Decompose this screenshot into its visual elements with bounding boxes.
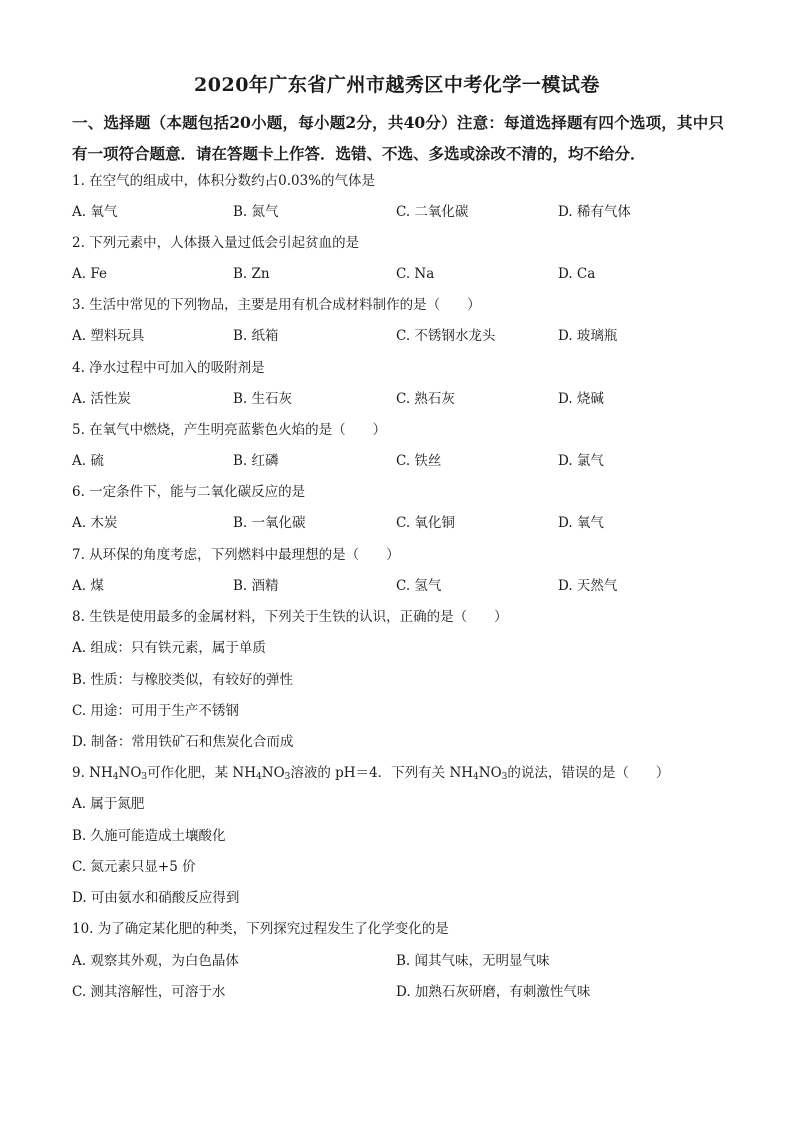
question-6: 6. 一定条件下，能与二氧化碳反应的是 xyxy=(72,484,306,500)
option-10c[interactable]: C. 测其溶解性，可溶于水 xyxy=(72,984,226,1000)
option-4a[interactable]: A. 活性炭 xyxy=(72,391,131,407)
option-1d[interactable]: D. 稀有气体 xyxy=(558,204,631,220)
question-10: 10. 为了确定某化肥的种类，下列探究过程发生了化学变化的是 xyxy=(72,921,449,937)
option-9a[interactable]: A. 属于氮肥 xyxy=(72,796,145,812)
option-8d[interactable]: D. 制备：常用铁矿石和焦炭化合而成 xyxy=(72,734,294,750)
question-7: 7. 从环保的角度考虑，下列燃料中最理想的是（ ） xyxy=(72,547,400,563)
question-4: 4. 净水过程中可加入的吸附剂是 xyxy=(72,360,265,376)
question-2: 2. 下列元素中，人体摄入量过低会引起贫血的是 xyxy=(72,235,360,251)
option-6b[interactable]: B. 一氧化碳 xyxy=(233,515,306,531)
option-9b[interactable]: B. 久施可能造成土壤酸化 xyxy=(72,828,226,844)
page-title: 2020年广东省广州市越秀区中考化学一模试卷 xyxy=(194,74,600,96)
option-2b[interactable]: B. Zn xyxy=(233,266,270,282)
option-8c[interactable]: C. 用途：可用于生产不锈钢 xyxy=(72,703,239,719)
option-3c[interactable]: C. 不锈钢水龙头 xyxy=(396,328,496,344)
option-1a[interactable]: A. 氧气 xyxy=(72,204,118,220)
option-4d[interactable]: D. 烧碱 xyxy=(558,391,604,407)
question-5: 5. 在氧气中燃烧，产生明亮蓝紫色火焰的是（ ） xyxy=(72,422,387,438)
option-1b[interactable]: B. 氮气 xyxy=(233,204,279,220)
option-5a[interactable]: A. 硫 xyxy=(72,453,104,469)
question-8: 8. 生铁是使用最多的金属材料，下列关于生铁的认识，正确的是（ ） xyxy=(72,609,508,625)
option-6c[interactable]: C. 氧化铜 xyxy=(396,515,455,531)
option-2d[interactable]: D. Ca xyxy=(558,266,596,282)
option-8a[interactable]: A. 组成：只有铁元素，属于单质 xyxy=(72,640,266,656)
option-8b[interactable]: B. 性质：与橡胶类似，有较好的弹性 xyxy=(72,672,294,688)
option-2a[interactable]: A. Fe xyxy=(72,266,107,282)
option-4b[interactable]: B. 生石灰 xyxy=(233,391,293,407)
option-7b[interactable]: B. 酒精 xyxy=(233,578,279,594)
option-5c[interactable]: C. 铁丝 xyxy=(396,453,442,469)
option-7d[interactable]: D. 天然气 xyxy=(558,578,618,594)
option-5b[interactable]: B. 红磷 xyxy=(233,453,279,469)
option-7a[interactable]: A. 煤 xyxy=(72,578,104,594)
option-3a[interactable]: A. 塑料玩具 xyxy=(72,328,145,344)
option-7c[interactable]: C. 氢气 xyxy=(396,578,442,594)
option-4c[interactable]: C. 熟石灰 xyxy=(396,391,455,407)
option-5d[interactable]: D. 氯气 xyxy=(558,453,604,469)
option-6d[interactable]: D. 氧气 xyxy=(558,515,604,531)
option-9d[interactable]: D. 可由氨水和硝酸反应得到 xyxy=(72,890,240,906)
option-3b[interactable]: B. 纸箱 xyxy=(233,328,279,344)
question-3: 3. 生活中常见的下列物品，主要是用有机合成材料制作的是（ ） xyxy=(72,297,481,313)
option-10b[interactable]: B. 闻其气味，无明显气味 xyxy=(396,953,550,969)
section-instructions: 一、选择题（本题包括20小题，每小题2分，共40分）注意：每道选择题有四个选项，其中只有一项符合题意．请在答题卡上作答．选错、不选、多选或涂改不清的，均不给分． xyxy=(72,113,724,163)
question-9: 9. $NH_4NO_3$可作化肥，某 $NH_4NO_3$溶液的 pH＝4．下列有关 $NH_4NO_3$的说法，错误的是（ ） xyxy=(72,765,670,782)
option-3d[interactable]: D. 玻璃瓶 xyxy=(558,328,618,344)
option-6a[interactable]: A. 木炭 xyxy=(72,515,118,531)
option-2c[interactable]: C. Na xyxy=(396,266,435,282)
question-1: 1. 在空气的组成中，体积分数约占0.03%的气体是 xyxy=(72,173,376,189)
option-9c[interactable]: C. 氮元素只显+5 价 xyxy=(72,859,196,875)
option-10d[interactable]: D. 加熟石灰研磨，有刺激性气味 xyxy=(396,984,591,1000)
option-1c[interactable]: C. 二氧化碳 xyxy=(396,204,469,220)
option-10a[interactable]: A. 观察其外观，为白色晶体 xyxy=(72,953,239,969)
